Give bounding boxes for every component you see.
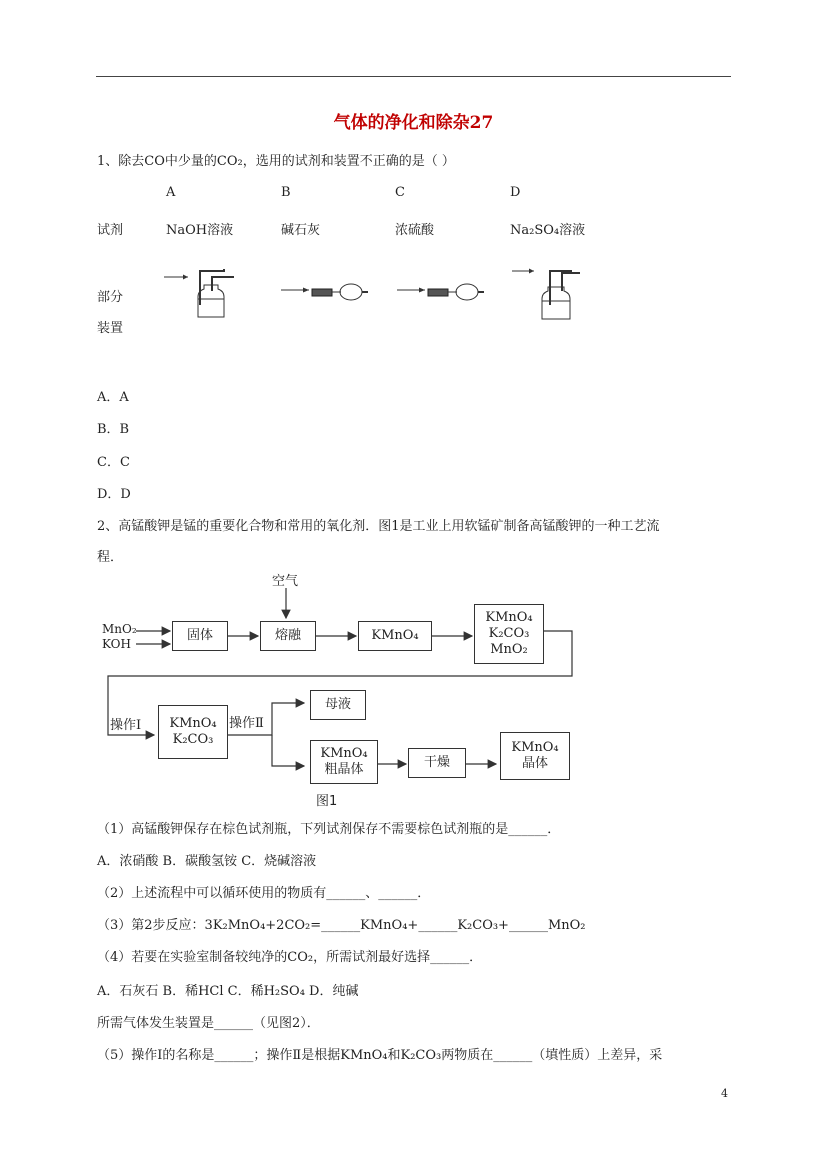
- flow-box-solid: 固体: [172, 621, 228, 651]
- q2-sub1-options: A．浓硝酸 B．碳酸氢铵 C．烧碱溶液: [97, 854, 317, 869]
- q2-stem-line1: 2、高锰酸钾是锰的重要化合物和常用的氧化剂．图1是工业上用软锰矿制备高锰酸钾的一种工艺流: [97, 519, 660, 534]
- header-rule: [96, 76, 731, 77]
- flow-box-mother-liquor: 母液: [310, 690, 366, 720]
- flow-box-mixture-3: KMnO₄ K₂CO₃ MnO₂: [474, 604, 544, 664]
- q1-reagent-a: NaOH溶液: [166, 223, 234, 238]
- figure-caption: 图1: [316, 794, 338, 809]
- page-title: 气体的净化和除杂27: [333, 113, 494, 133]
- flow-operation-1: 操作Ⅰ: [110, 718, 142, 733]
- q1-apparatus-label-1: 部分: [97, 290, 124, 305]
- q1-reagent-c: 浓硫酸: [395, 223, 435, 238]
- gas-washing-bottle-a-icon: [160, 265, 235, 325]
- flow-box-mixture-2: KMnO₄ K₂CO₃: [158, 705, 228, 759]
- q1-option-d[interactable]: D．D: [97, 487, 131, 502]
- gas-washing-bottle-d-icon: [510, 265, 585, 325]
- q1-col-c: C: [395, 185, 405, 200]
- flow-input-mno2: MnO₂: [102, 622, 137, 636]
- q1-reagent-d: Na₂SO₄溶液: [510, 223, 586, 238]
- q1-option-b[interactable]: B．B: [97, 422, 130, 437]
- flow-input-koh: KOH: [102, 637, 131, 651]
- q1-stem: 1、除去CO中少量的CO₂，选用的试剂和装置不正确的是（ ）: [97, 154, 455, 169]
- flow-box-crude-crystal: KMnO₄ 粗晶体: [310, 740, 378, 784]
- q2-sub5: （5）操作Ⅰ的名称是______；操作Ⅱ是根据KMnO₄和K₂CO₃两物质在______（填性质）上差异，采: [97, 1048, 663, 1063]
- q2-sub4: （4）若要在实验室制备较纯净的CO₂，所需试剂最好选择______．: [97, 950, 483, 965]
- flow-box-melt: 熔融: [260, 621, 316, 651]
- flow-operation-2: 操作Ⅱ: [229, 716, 264, 731]
- q1-option-a[interactable]: A．A: [97, 390, 129, 405]
- q1-col-d: D: [510, 185, 521, 200]
- q2-stem-line2: 程．: [97, 550, 124, 565]
- flow-box-crystal: KMnO₄ 晶体: [500, 732, 570, 780]
- q1-col-b: B: [281, 185, 291, 200]
- flow-box-dry: 干燥: [408, 748, 466, 778]
- q1-reagent-label: 试剂: [97, 223, 124, 238]
- q1-option-c[interactable]: C．C: [97, 455, 130, 470]
- flow-box-kmno4: KMnO₄: [358, 621, 432, 651]
- q2-sub2: （2）上述流程中可以循环使用的物质有______、______．: [97, 886, 431, 901]
- q2-sub4-apparatus: 所需气体发生装置是______（见图2）．: [97, 1016, 320, 1031]
- q2-sub3: （3）第2步反应：3K₂MnO₄+2CO₂=______KMnO₄+______K₂CO₃+______MnO₂: [97, 918, 586, 933]
- q2-sub4-options: A．石灰石 B．稀HCl C．稀H₂SO₄ D．纯碱: [97, 984, 359, 999]
- q2-sub1: （1）高锰酸钾保存在棕色试剂瓶，下列试剂保存不需要棕色试剂瓶的是______．: [97, 822, 561, 837]
- q1-reagent-b: 碱石灰: [281, 223, 321, 238]
- page-number: 4: [721, 1087, 728, 1100]
- q1-col-a: A: [166, 185, 176, 200]
- flow-air-label: 空气: [272, 574, 299, 589]
- q1-apparatus-label-2: 装置: [97, 321, 124, 336]
- drying-tube-b-icon: [279, 280, 369, 306]
- drying-tube-c-icon: [395, 280, 485, 306]
